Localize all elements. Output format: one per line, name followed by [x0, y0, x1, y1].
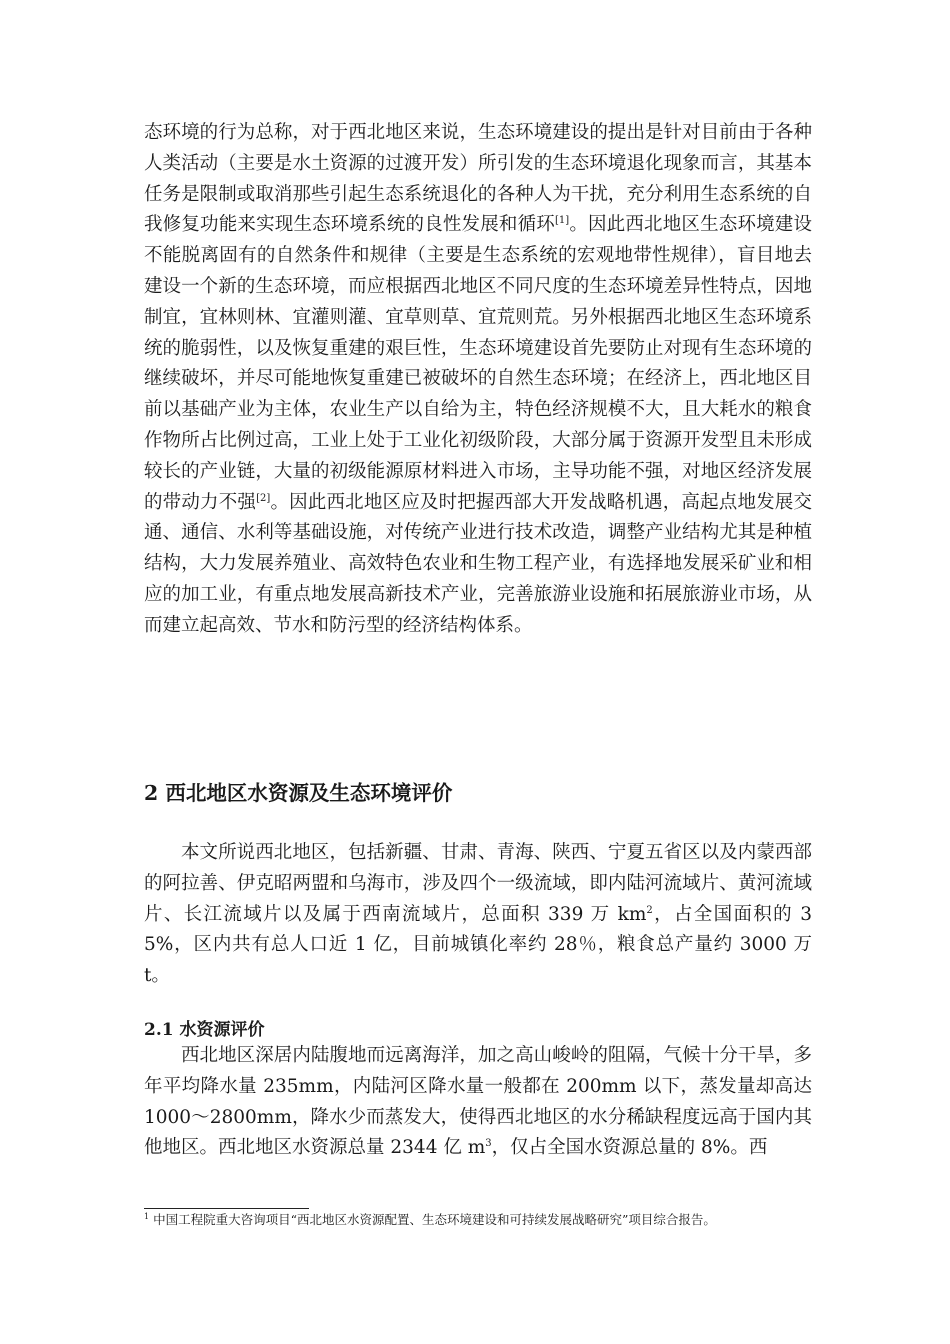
section-heading: 2 西北地区水资源及生态环境评价 — [144, 781, 453, 805]
footnote — [144, 1211, 824, 1229]
subsection-heading: 2.1 水资源评价 — [144, 1020, 265, 1040]
citation-ref: [1] — [554, 215, 570, 227]
paragraph-text: 。因此西北地区生态环境建设不能脱离固有的自然条件和规律（主要是生态系统的宏观地带性规律），盲目地去建设一个新的生态环境，而应根据西北地区不同尺度的生态环境差异性特点，因地制宜，宜林则林、宜灌则灌、宜草则草、宜荒则荒。另外根据西北地区生态环境系统的脆弱性，以及恢复重建的艰巨性，生态环境建设首先要防止对现有生态环境的继续破坏，并尽可能地恢复重建已被破坏的自然生态环境；在经济上，西北地区目前以基础产业为主体，农业生产以自给为主，特色经济规模不大，且大耗水的粮食作物所占比例过高，工业上处于工业化初级阶段，大部分属于资源开发型且未形成较长的产业链，大量的初级能源原材料进入市场，主导功能不强，对地区经济发展的带动力不强 — [144, 214, 812, 513]
paragraph-text: ，仅占全国水资源总量的 8%。西 — [491, 1137, 768, 1159]
superscript: 2 — [646, 904, 653, 916]
paragraph-text: 本文所说西北地区，包括新疆、甘肃、青海、陕西、宁夏五省区以及内蒙西部的阿拉善、伊克昭两盟和乌海市，涉及四个一级流域，即内陆河流域片、黄河流域片、长江流域片以及属于西南流域片，总面积 339 万 km — [144, 842, 812, 925]
paragraph-text: 西北地区深居内陆腹地而远离海洋，加之高山峻岭的阻隔，气候十分干旱，多年平均降水量 235mm，内陆河区降水量一般都在 200mm 以下，蒸发量却高达 1000～2800mm，降水少而蒸发大，使得西北地区的水分稀缺程度远高于国内其他地区。西北地区水资源总量 2344 亿 m — [144, 1045, 812, 1159]
superscript: 3 — [485, 1138, 492, 1150]
paragraph-text: 态环境的行为总称，对于西北地区来说，生态环境建设的提出是针对目前由于各种人类活动（主要是水土资源的过渡开发）所引发的生态环境退化现象而言，其基本任务是限制或取消那些引起生态系统退化的各种人为干扰，充分利用生态系统的自我修复功能来实现生态环境系统的良性发展和循环 — [144, 122, 812, 236]
footnote-marker: 1 — [144, 1212, 150, 1221]
footnote-text: 中国工程院重大咨询项目“西北地区水资源配置、生态环境建设和可持续发展战略研究”项目综合报告。 — [153, 1212, 716, 1227]
body-paragraph — [144, 1041, 812, 1164]
body-paragraph — [144, 838, 812, 992]
footnote-divider — [144, 1208, 309, 1209]
paragraph-text: 。因此西北地区应及时把握西部大开发战略机遇，高起点地发展交通、通信、水利等基础设施，对传统产业进行技术改造，调整产业结构尤其是种植结构，大力发展养殖业、高效特色农业和生物工程产业，有选择地发展采矿业和相应的加工业，有重点地发展高新技术产业，完善旅游业设施和拓展旅游业市场，从而建立起高效、节水和防污型的经济结构体系。 — [144, 491, 812, 636]
citation-ref: [2] — [256, 492, 271, 504]
paragraph-text: ，占全国面积的 35%，区内共有总人口近 1 亿，目前城镇化率约 28％，粮食总产量约 3000 万 t。 — [144, 903, 812, 987]
body-paragraph — [144, 118, 812, 642]
